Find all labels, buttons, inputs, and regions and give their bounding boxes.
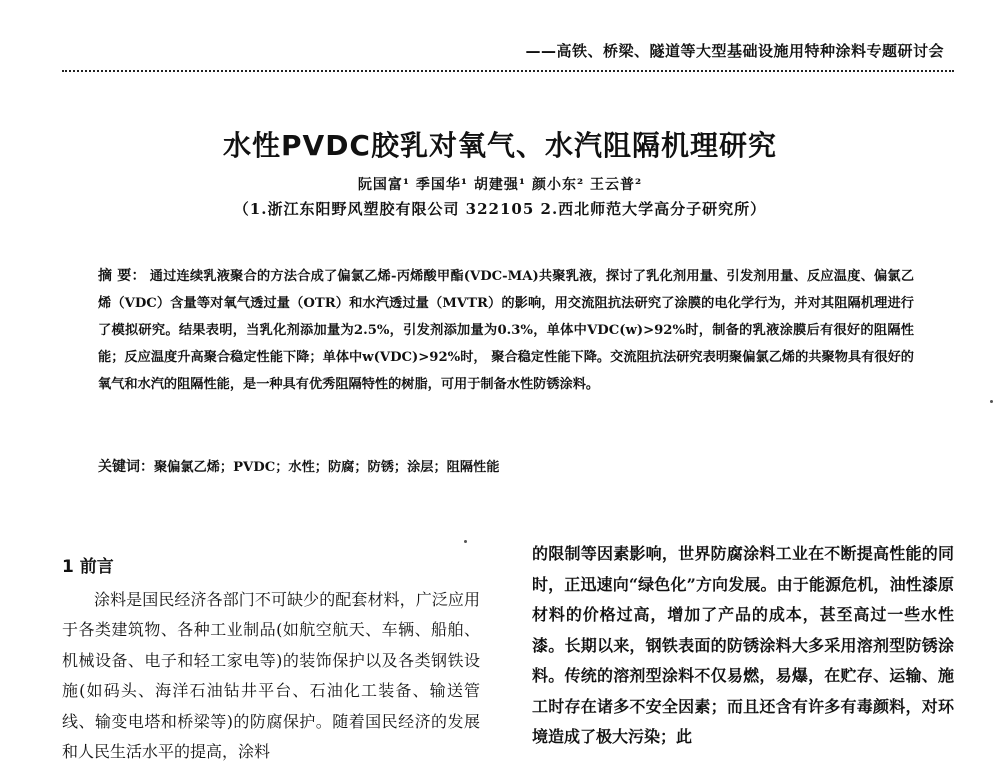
right-column (532, 539, 954, 753)
keywords-text: 聚偏氯乙烯；PVDC；水性；防腐；防锈；涂层；阻隔性能 (154, 460, 500, 475)
abstract-label: 摘 要： (98, 268, 146, 284)
scan-speck (464, 540, 467, 543)
abstract-text: 通过连续乳液聚合的方法合成了偏氯乙烯-丙烯酸甲酯(VDC-MA)共聚乳液，探讨了乳化剂用量、引发剂用量、反应温度、偏氯乙烯（VDC）含量等对氧气透过量（OTR）和水汽透过量（MVTR）的影响，用交流阻抗法研究了涂膜的电化学行为，并对其阻隔机理进行了模拟研究。结果表明，当乳化剂添加量为2.5%，引发剂添加量为0.3%，单体中VDC(w)>92%时，制备的乳液涂膜后有很好的阻隔性能；反应温度升高聚合稳定性能下降；单体中w(VDC)>92%时， 聚合稳定性能下降。交流阻抗法研究表明聚偏氯乙烯的共聚物具有很好的氧气和水汽的阻隔性能，是一种具有优秀阻隔特性的树脂，可用于制备水性防锈涂料。 (98, 269, 915, 392)
keywords (98, 456, 914, 476)
body-paragraph-right: 的限制等因素影响，世界防腐涂料工业在不断提高性能的同时，正迅速向“绿色化”方向发展。由于能源危机，油性漆原材料的价格过高，增加了产品的成本，甚至高过一些水性漆。长期以来，钢铁表面的防锈涂料大多采用溶剂型防锈涂料。传统的溶剂型涂料不仅易燃，易爆，在贮存、运输、施工时存在诸多不安全因素；而且还含有许多有毒颜料，对环境造成了极大污染；此 (532, 544, 954, 746)
abstract (98, 263, 914, 398)
left-column (62, 552, 480, 768)
section-heading: 1 前言 (62, 557, 114, 577)
body-paragraph-left: 涂料是国民经济各部门不可缺少的配套材料，广泛应用于各类建筑物、各种工业制品(如航空航天、车辆、船舶、机械设备、电子和轻工家电等)的装饰保护以及各类钢铁设施(如码头、海洋石油钻井平台、石油化工装备、输送管线、输变电塔和桥梁等)的防腐保护。随着国民经济的发展和人民生活水平的提高，涂料 (62, 589, 480, 761)
keywords-label: 关键词： (98, 459, 154, 475)
header-dotted-rule (62, 70, 954, 72)
scan-speck (990, 400, 993, 403)
paper-title: 水性PVDC胶乳对氧气、水汽阻隔机理研究 (223, 129, 777, 162)
author-list: 阮国富¹ 季国华¹ 胡建强¹ 颜小东² 王云普² (357, 177, 643, 193)
conference-header: ——高铁、桥梁、隧道等大型基础设施用特种涂料专题研讨会 (525, 42, 944, 60)
affiliations: （1.浙江东阳野风塑胶有限公司 322105 2.西北师范大学高分子研究所） (233, 200, 767, 218)
